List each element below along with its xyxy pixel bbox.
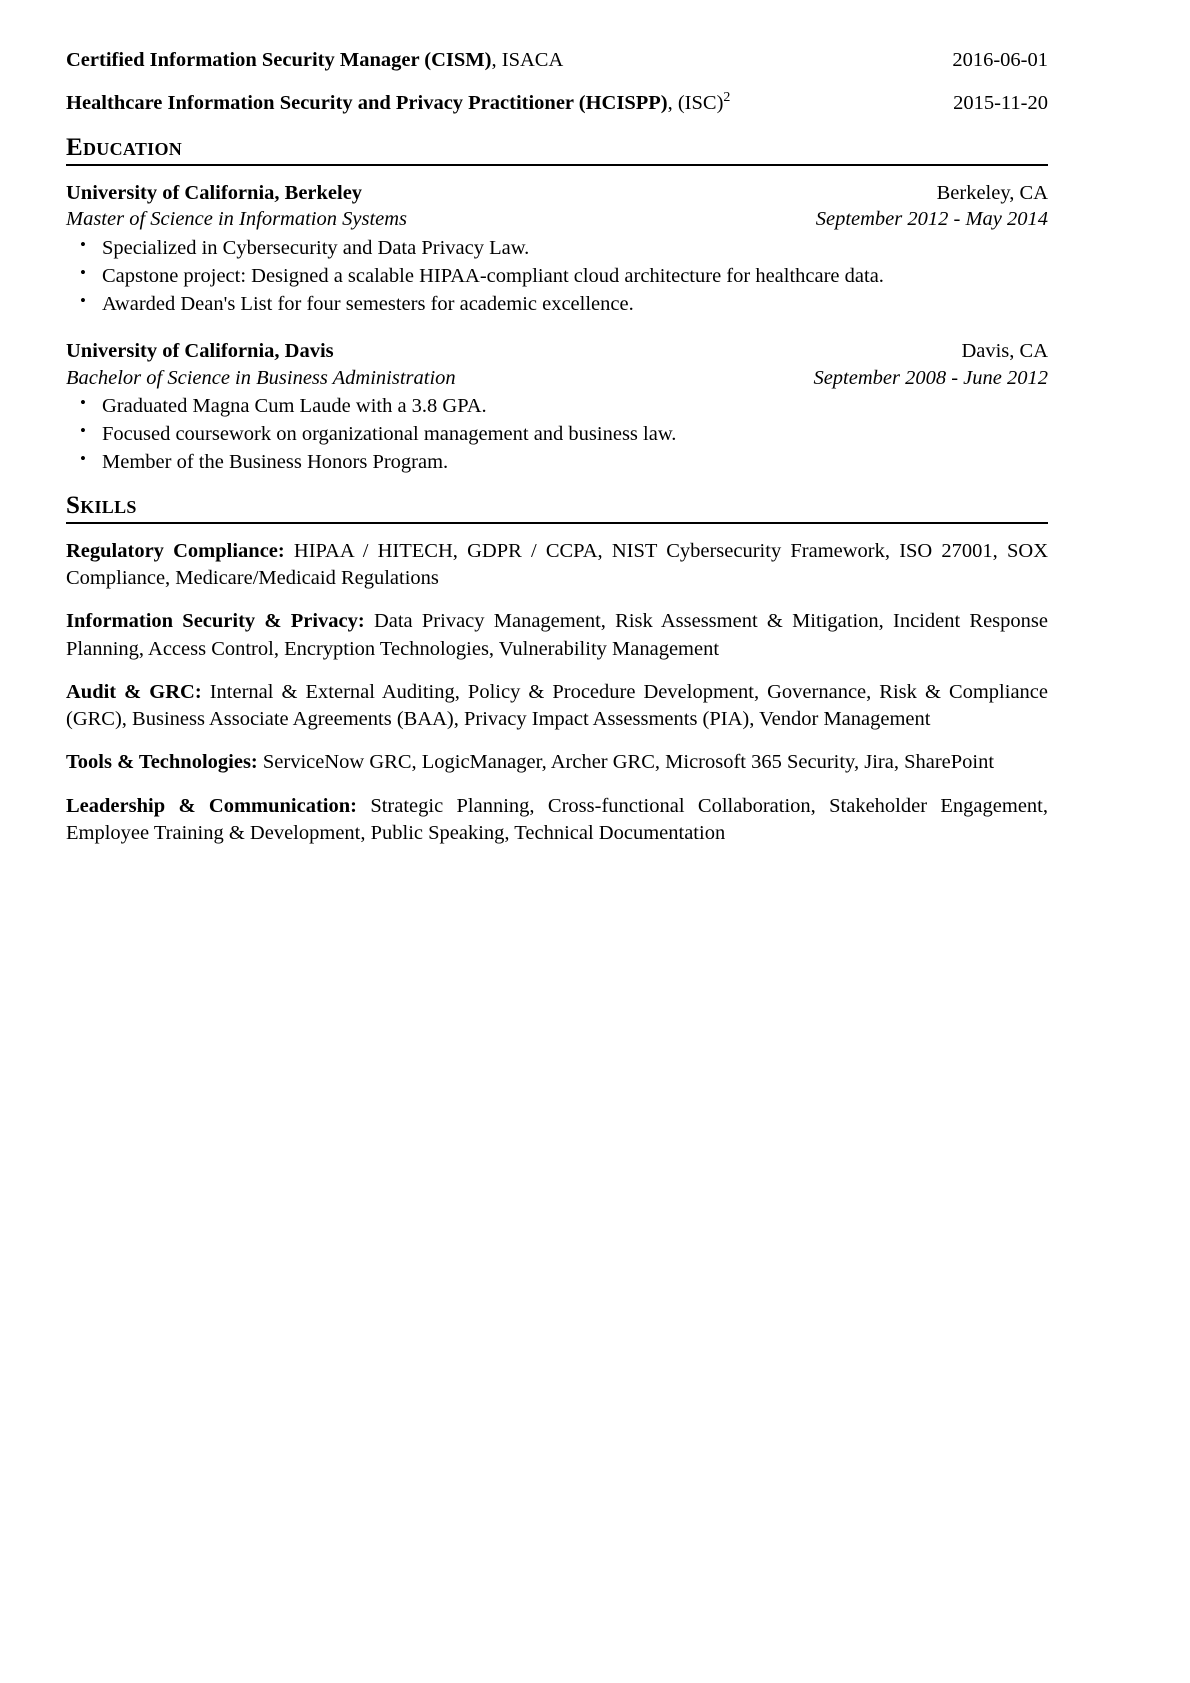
education-location: Davis, CA [961,340,1048,363]
certification-issuer-superscript: 2 [723,89,731,105]
section-divider [66,522,1048,524]
education-bullet: • Specialized in Cybersecurity and Data Privacy Law. [66,235,1048,262]
skill-values: Data Privacy Management, Risk Assessment & Mitigation, Incident Response Planning, Access Control, Encryption Technologies, Vulnerability Management [66,610,1048,660]
education-location: Berkeley, CA [936,182,1048,205]
education-entry-subheader [66,206,1048,232]
skills-section-title: Skills [66,491,137,519]
skill-values: ServiceNow GRC, LogicManager, Archer GRC, Microsoft 365 Security, Jira, SharePoint [257,751,995,774]
education-bullet-list [66,235,1048,319]
education-bullet: • Member of the Business Honors Program. [66,449,1048,476]
certifications-list [66,50,1048,113]
section-divider [66,164,1048,166]
skills-section [66,493,1048,848]
education-entry-subheader [66,365,1048,391]
skill-category: Regulatory Compliance: [66,539,285,562]
education-entry-header [66,180,1048,206]
education-entry [66,180,1048,318]
education-bullet: • Capstone project: Designed a scalable HIPAA-compliant cloud architecture for healthcare data. [66,263,1048,290]
certification-name: Healthcare Information Security and Privacy Practitioner (HCISPP) [66,91,668,114]
skill-item [66,679,1048,734]
education-dates: September 2012 - May 2014 [815,208,1048,231]
skill-item [66,608,1048,663]
certification-row [66,50,1048,71]
education-school: University of California, Davis [66,340,334,363]
education-section [66,135,1048,477]
skill-category: Audit & GRC: [66,680,202,703]
education-bullet-list [66,393,1048,477]
education-entry [66,338,1048,476]
education-degree: Master of Science in Information Systems [66,208,408,231]
education-bullet: • Graduated Magna Cum Laude with a 3.8 GPA. [66,393,1048,420]
skill-category: Tools & Technologies: [66,751,258,774]
certification-issuer: , ISACA [491,49,564,71]
skill-category: Information Security & Privacy: [66,610,365,633]
education-dates: September 2008 - June 2012 [813,366,1048,389]
certification-date: 2015-11-20 [953,91,1048,114]
skill-values: Strategic Planning, Cross-functional Collaboration, Stakeholder Engagement, Employee Training & Development, Public Speaking, Technical Documentation [66,794,1048,844]
certification-date: 2016-06-01 [952,49,1048,71]
certification-title-group [66,89,731,114]
skills-list [66,538,1048,847]
skill-values: Internal & External Auditing, Policy & Procedure Development, Governance, Risk & Compliance (GRC), Business Associate Agreements (BAA), Privacy Impact Assessments (PIA), Vendor Management [66,680,1048,731]
education-section-title: Education [66,134,183,161]
certification-row [66,89,1048,114]
skill-category: Leadership & Communication: [66,794,357,817]
certification-issuer: , (ISC) [667,91,724,114]
education-school: University of California, Berkeley [66,182,363,205]
certification-name: Certified Information Security Manager (CISM) [66,49,492,71]
resume-content [66,50,1048,847]
certification-title-group [66,50,563,71]
skill-item [66,749,1048,776]
education-entry-header [66,338,1048,364]
education-degree: Bachelor of Science in Business Administration [66,366,456,389]
skill-values: HIPAA / HITECH, GDPR / CCPA, NIST Cybersecurity Framework, ISO 27001, SOX Compliance, Medicare/Medicaid Regulations [66,539,1048,590]
education-bullet: • Focused coursework on organizational management and business law. [66,421,1048,448]
education-bullet: • Awarded Dean's List for four semesters for academic excellence. [66,291,1048,318]
skill-item [66,793,1048,848]
skill-item [66,538,1048,593]
